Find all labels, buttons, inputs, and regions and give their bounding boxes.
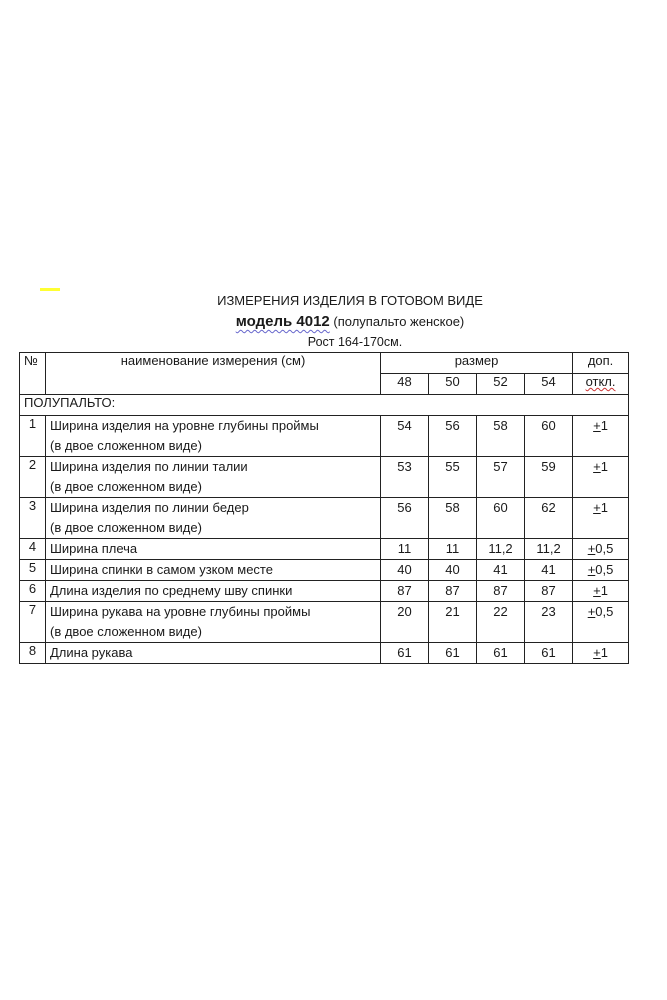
row-tolerance: +1: [573, 498, 629, 539]
row-value: [429, 643, 477, 664]
row-value: [429, 498, 477, 539]
row-value-text: 23: [541, 604, 556, 619]
row-number: 7: [20, 602, 46, 643]
row-value-text: 87: [541, 583, 556, 598]
row-value: [525, 416, 573, 457]
row-value-text: 62: [541, 500, 556, 515]
row-value-text: 87: [445, 583, 460, 598]
row-value: [381, 539, 429, 560]
table-row: [20, 539, 629, 560]
table-row: [20, 498, 629, 539]
row-name: [46, 581, 381, 602]
row-value: [381, 560, 429, 581]
table-row: [20, 457, 629, 498]
row-value: [525, 498, 573, 539]
size-header: 48: [381, 374, 429, 395]
row-value: [477, 457, 525, 498]
row-value: [429, 457, 477, 498]
highlight-mark: [40, 288, 60, 291]
table-row: [20, 581, 629, 602]
row-value: [477, 643, 525, 664]
row-value: [525, 581, 573, 602]
row-value: [525, 560, 573, 581]
row-value-text: 22: [493, 604, 508, 619]
row-value: [429, 560, 477, 581]
row-value-text: 41: [541, 562, 556, 577]
row-name: [46, 560, 381, 581]
header-number: №: [20, 353, 46, 395]
row-number: 3: [20, 498, 46, 539]
header-tolerance-2: откл.: [585, 374, 616, 389]
row-value-text: 60: [541, 418, 556, 433]
header-tolerance-1: доп.: [573, 353, 629, 374]
row-name-line: Длина рукава: [50, 645, 133, 660]
row-value-text: 61: [445, 645, 460, 660]
row-value-text: 57: [493, 459, 508, 474]
row-name: [46, 457, 381, 498]
row-value: [477, 581, 525, 602]
row-name: [46, 416, 381, 457]
header-name: наименование измерения (см): [46, 353, 381, 395]
row-name-line: Длина изделия по среднему шву спинки: [50, 583, 293, 598]
row-value: [429, 581, 477, 602]
row-value: [525, 457, 573, 498]
row-value: [477, 602, 525, 643]
table-row: [20, 643, 629, 664]
row-value-text: 87: [397, 583, 412, 598]
size-header: 54: [525, 374, 573, 395]
row-tolerance: +0,5: [573, 560, 629, 581]
row-number: 2: [20, 457, 46, 498]
row-value: [477, 560, 525, 581]
row-name-note: (в двое сложенном виде): [50, 438, 202, 453]
row-value-text: 61: [493, 645, 508, 660]
row-value: [525, 602, 573, 643]
row-value-text: 53: [397, 459, 412, 474]
row-value: [381, 457, 429, 498]
row-name: [46, 643, 381, 664]
row-name-line: Ширина изделия на уровне глубины проймы: [50, 418, 319, 433]
row-value: [477, 539, 525, 560]
row-name-line: Ширина рукава на уровне глубины проймы: [50, 604, 311, 619]
height-range: Рост 164-170см.: [307, 335, 403, 349]
row-value: [477, 416, 525, 457]
row-value-text: 56: [445, 418, 460, 433]
row-number: 4: [20, 539, 46, 560]
model-description: (полупальто женское): [333, 314, 465, 329]
row-name-line: Ширина изделия по линии талии: [50, 459, 248, 474]
row-value-text: 58: [493, 418, 508, 433]
size-header: 52: [477, 374, 525, 395]
row-value-text: 41: [493, 562, 508, 577]
document-title: ИЗМЕРЕНИЯ ИЗДЕЛИЯ В ГОТОВОМ ВИДЕ: [217, 293, 483, 308]
row-value: [525, 643, 573, 664]
row-value-text: 20: [397, 604, 412, 619]
model-line: [0, 313, 667, 330]
row-value: [429, 539, 477, 560]
section-title: ПОЛУПАЛЬТО:: [20, 395, 629, 416]
row-number: 6: [20, 581, 46, 602]
row-name: [46, 602, 381, 643]
row-value-text: 21: [445, 604, 460, 619]
row-value-text: 11: [445, 541, 460, 556]
row-value: [381, 643, 429, 664]
row-number: 8: [20, 643, 46, 664]
row-value: [381, 416, 429, 457]
row-value: [381, 602, 429, 643]
row-value-text: 60: [493, 500, 508, 515]
row-value: [525, 539, 573, 560]
row-value-text: 55: [445, 459, 460, 474]
row-value-text: 11,2: [536, 541, 561, 556]
row-value-text: 40: [445, 562, 460, 577]
table-row: [20, 560, 629, 581]
row-tolerance: +1: [573, 416, 629, 457]
row-tolerance: +0,5: [573, 602, 629, 643]
row-tolerance: +1: [573, 643, 629, 664]
row-name: [46, 539, 381, 560]
model-number: модель 4012: [235, 313, 330, 330]
row-value-text: 58: [445, 500, 460, 515]
row-value: [429, 416, 477, 457]
row-value: [381, 498, 429, 539]
header-size: размер: [381, 353, 573, 374]
row-value-text: 11: [397, 541, 412, 556]
row-name-note: (в двое сложенном виде): [50, 520, 202, 535]
measurement-table: [19, 352, 629, 664]
row-name-line: Ширина спинки в самом узком месте: [50, 562, 273, 577]
row-tolerance: +1: [573, 457, 629, 498]
row-value-text: 54: [397, 418, 412, 433]
row-value: [477, 498, 525, 539]
row-name-line: Ширина изделия по линии бедер: [50, 500, 249, 515]
row-value-text: 40: [397, 562, 412, 577]
table-row: [20, 416, 629, 457]
row-value-text: 61: [397, 645, 412, 660]
row-value: [429, 602, 477, 643]
row-name-line: Ширина плеча: [50, 541, 138, 556]
table-row: [20, 602, 629, 643]
row-name: [46, 498, 381, 539]
row-number: 5: [20, 560, 46, 581]
row-value-text: 11,2: [488, 541, 513, 556]
row-name-note: (в двое сложенном виде): [50, 479, 202, 494]
size-header: 50: [429, 374, 477, 395]
row-number: 1: [20, 416, 46, 457]
row-value: [381, 581, 429, 602]
row-value-text: 59: [541, 459, 556, 474]
row-value-text: 87: [493, 583, 508, 598]
row-tolerance: +0,5: [573, 539, 629, 560]
row-name-note: (в двое сложенном виде): [50, 624, 202, 639]
row-value-text: 61: [541, 645, 556, 660]
row-tolerance: +1: [573, 581, 629, 602]
row-value-text: 56: [397, 500, 412, 515]
